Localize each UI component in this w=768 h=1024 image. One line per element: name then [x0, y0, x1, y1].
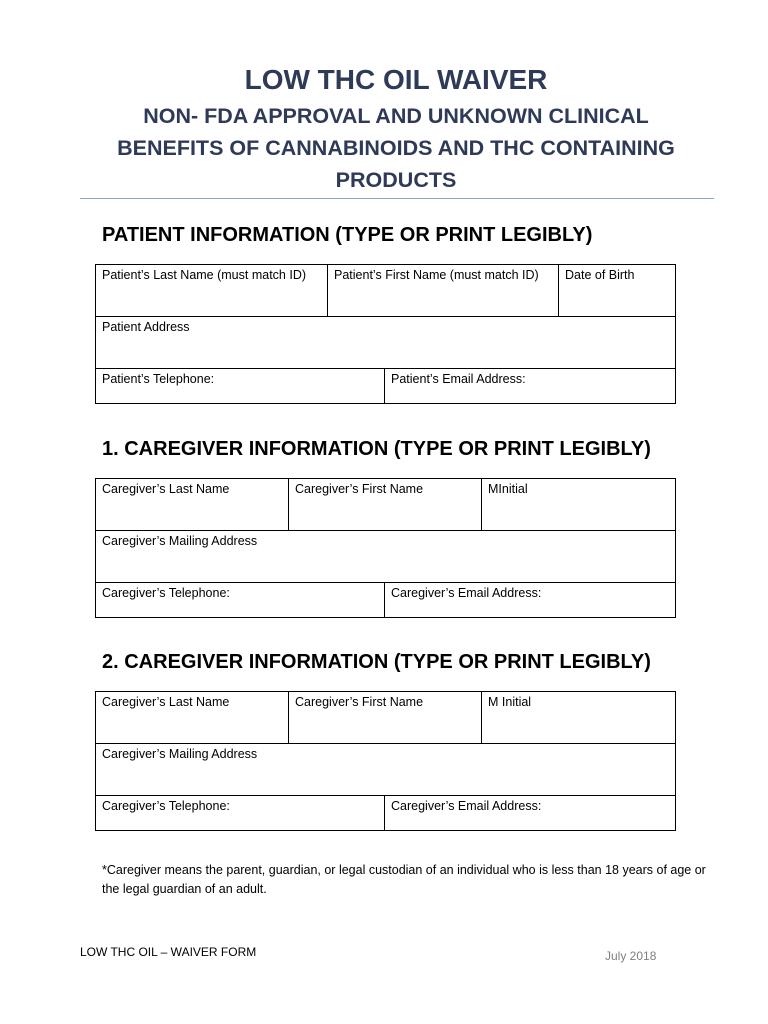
- patient-dob-field[interactable]: [559, 265, 676, 317]
- caregiver-2-telephone-field[interactable]: [96, 796, 385, 831]
- footer-form-name: LOW THC OIL – WAIVER FORM: [80, 945, 257, 959]
- caregiver-1-last-name-label: Caregiver’s Last Name: [102, 482, 230, 496]
- caregiver-2-address-label: Caregiver’s Mailing Address: [102, 747, 258, 761]
- patient-telephone-field[interactable]: [96, 369, 385, 404]
- caregiver-2-initial-field[interactable]: [482, 692, 676, 744]
- patient-section-heading: PATIENT INFORMATION (TYPE OR PRINT LEGIBLY): [102, 224, 593, 246]
- patient-email-label: Patient’s Email Address:: [391, 372, 526, 386]
- document-subtitle-line-3: PRODUCTS: [335, 168, 457, 192]
- patient-email-field[interactable]: [385, 369, 676, 404]
- caregiver-2-last-name-label: Caregiver’s Last Name: [102, 695, 230, 709]
- caregiver-2-first-name-field[interactable]: [289, 692, 482, 744]
- caregiver-1-first-name-field[interactable]: [289, 479, 482, 531]
- document-subtitle-line-1: NON- FDA APPROVAL AND UNKNOWN CLINICAL: [143, 104, 649, 128]
- caregiver-1-address-label: Caregiver’s Mailing Address: [102, 534, 258, 548]
- caregiver-1-address-field[interactable]: [96, 531, 676, 583]
- caregiver-2-first-name-label: Caregiver’s First Name: [295, 695, 424, 709]
- footer-date: July 2018: [605, 949, 657, 963]
- caregiver-definition-note: *Caregiver means the parent, guardian, or legal custodian of an individual who is less than 18 years of age or the legal guardian of an adult.: [102, 863, 706, 896]
- caregiver-1-email-label: Caregiver’s Email Address:: [391, 586, 542, 600]
- caregiver-1-initial-label: MInitial: [488, 482, 528, 496]
- caregiver-2-initial-label: M Initial: [488, 695, 532, 709]
- caregiver-1-first-name-label: Caregiver’s First Name: [295, 482, 424, 496]
- caregiver-2-email-field[interactable]: [385, 796, 676, 831]
- patient-information-table: [95, 264, 676, 404]
- patient-first-name-label: Patient’s First Name (must match ID): [334, 268, 539, 282]
- document-title-block: [0, 60, 768, 196]
- document-subtitle-line-2: BENEFITS OF CANNABINOIDS AND THC CONTAINING: [117, 136, 675, 160]
- caregiver-2-email-label: Caregiver’s Email Address:: [391, 799, 542, 813]
- document-title: LOW THC OIL WAIVER: [244, 64, 548, 95]
- patient-telephone-label: Patient’s Telephone:: [102, 372, 215, 386]
- patient-address-field[interactable]: [96, 317, 676, 369]
- patient-last-name-field[interactable]: [96, 265, 328, 317]
- title-divider: [80, 198, 714, 199]
- patient-last-name-label: Patient’s Last Name (must match ID): [102, 268, 307, 282]
- caregiver-1-telephone-label: Caregiver’s Telephone:: [102, 586, 230, 600]
- patient-dob-label: Date of Birth: [565, 268, 635, 282]
- caregiver-1-initial-field[interactable]: [482, 479, 676, 531]
- caregiver-2-telephone-label: Caregiver’s Telephone:: [102, 799, 230, 813]
- patient-address-label: Patient Address: [102, 320, 190, 334]
- patient-first-name-field[interactable]: [328, 265, 559, 317]
- caregiver-2-information-table: [95, 691, 676, 831]
- caregiver-1-last-name-field[interactable]: [96, 479, 289, 531]
- caregiver-1-information-table: [95, 478, 676, 618]
- caregiver-2-address-field[interactable]: [96, 744, 676, 796]
- caregiver-2-last-name-field[interactable]: [96, 692, 289, 744]
- caregiver-1-email-field[interactable]: [385, 583, 676, 618]
- caregiver-1-telephone-field[interactable]: [96, 583, 385, 618]
- caregiver-2-section-heading: 2. CAREGIVER INFORMATION (TYPE OR PRINT LEGIBLY): [102, 651, 651, 673]
- caregiver-1-section-heading: 1. CAREGIVER INFORMATION (TYPE OR PRINT LEGIBLY): [102, 438, 651, 460]
